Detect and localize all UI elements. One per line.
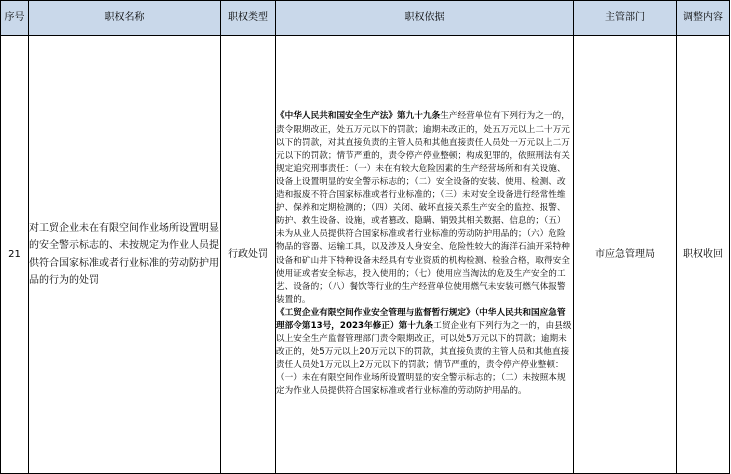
row-name: 对工贸企业未在有限空间作业场所设置明显的安全警示标志的、未按规定为作业人员提供符合国家标准或者行业标准的劳动防护用品的行为的处罚 [29, 36, 221, 474]
basis-paragraph-2 [276, 307, 573, 399]
row-num: 21 [1, 36, 29, 474]
row-dept: 市应急管理局 [574, 36, 677, 474]
basis-2-law: 《工贸企业有限空间作业安全管理与监督暂行规定》（中华人民共和国应急管理部令第13号，2023年修正）第十九条 [276, 307, 566, 331]
row-basis [276, 36, 574, 474]
table-row [1, 36, 730, 474]
basis-2-text: 工贸企业有下列行为之一的，由县级以上安全生产监督管理部门责令限期改正，可以处5万元以下的罚款；逾期未改正的，处5万元以上20万元以下的罚款，其直接负责的主管人员和其他直接责任人员处1万元以上2万元以下的罚款；情节严重的，责令停产停业整顿：（一）未在有限空间作业场所设置明显的安全警示标志的；（二）未按照本规定为作业人员提供符合国家标准或者行业标准的劳动防护用品的。 [276, 320, 572, 397]
row-type: 行政处罚 [221, 36, 276, 474]
header-name: 职权名称 [29, 1, 221, 36]
row-adjust: 职权收回 [677, 36, 730, 474]
basis-1-text: 生产经营单位有下列行为之一的，责令限期改正，处五万元以下的罚款；逾期未改正的，处五万元以上二十万元以下的罚款，对其直接负责的主管人员和其他直接责任人员处一万元以上二万元以下的罚款；情节严重的，责令停产停业整顿；构成犯罪的，依照刑法有关规定追究刑事责任：（一）未在有较大危险因素的生产经营场所和有关设施、设备上设置明显的安全警示标志的；（二）安全设备的安装、使用、检测、改造和报废不符合国家标准或者行业标准的；（三）未对安全设备进行经常性维护、保养和定期检测的；（四）关闭、破坏直接关系生产安全的监控、报警、防护、救生设备、设施，或者篡改、隐瞒、销毁其相关数据、信息的；（五）未为从业人员提供符合国家标准或者行业标准的劳动防护用品的；（六）危险物品的容器、运输工具，以及涉及人身安全、危险性较大的海洋石油开采特种设备和矿山井下特种设备未经具有专业资质的机构检测、检验合格，取得安全使用证或者安全标志，投入使用的；（七）使用应当淘汰的危及生产安全的工艺、设备的；（八）餐饮等行业的生产经营单位使用燃气未安装可燃气体报警装置的。 [276, 111, 570, 305]
basis-paragraph-1 [276, 110, 573, 306]
header-adjust: 调整内容 [677, 1, 730, 36]
header-dept: 主管部门 [574, 1, 677, 36]
basis-1-law: 《中华人民共和国安全生产法》第九十九条 [276, 111, 441, 122]
header-basis: 职权依据 [276, 1, 574, 36]
header-type: 职权类型 [221, 1, 276, 36]
table-header-row [1, 1, 730, 36]
header-num: 序号 [1, 1, 29, 36]
